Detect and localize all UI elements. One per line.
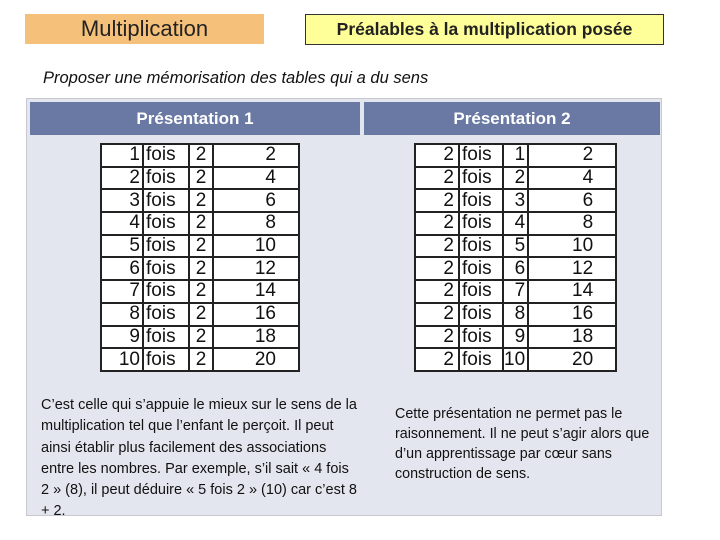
table-cell: 14 — [528, 280, 616, 303]
table-row — [415, 189, 616, 212]
table-row — [101, 326, 299, 349]
table-cell: 4 — [213, 167, 299, 190]
table-row — [415, 303, 616, 326]
table-cell: fois — [459, 167, 503, 190]
table-row — [415, 257, 616, 280]
table-cell: 3 — [503, 189, 528, 212]
table-cell: fois — [143, 189, 189, 212]
table-row — [415, 348, 616, 371]
table-cell: 2 — [189, 144, 213, 167]
table-cell: 4 — [101, 212, 143, 235]
table-cell: 2 — [503, 167, 528, 190]
table-cell: 12 — [213, 257, 299, 280]
table-cell: 2 — [415, 348, 459, 371]
table-row — [101, 144, 299, 167]
table-cell: 3 — [101, 189, 143, 212]
table-cell: 2 — [189, 326, 213, 349]
table-cell: 2 — [189, 235, 213, 258]
table-cell: 2 — [415, 257, 459, 280]
table-cell: 2 — [189, 348, 213, 371]
table-cell: 2 — [213, 144, 299, 167]
table-cell: 9 — [503, 326, 528, 349]
lesson-title: Préalables à la multiplication posée — [305, 14, 664, 45]
table-cell: 10 — [528, 235, 616, 258]
table-cell: 12 — [528, 257, 616, 280]
table-cell: fois — [459, 280, 503, 303]
presentation-2-header: Présentation 2 — [364, 102, 660, 135]
table-cell: 18 — [528, 326, 616, 349]
table-cell: 2 — [415, 303, 459, 326]
table-cell: fois — [459, 348, 503, 371]
table-cell: 7 — [503, 280, 528, 303]
table-cell: 2 — [415, 280, 459, 303]
table-cell: 1 — [101, 144, 143, 167]
table-row — [101, 348, 299, 371]
table-cell: 6 — [101, 257, 143, 280]
table-cell: 2 — [415, 167, 459, 190]
table-cell: 16 — [528, 303, 616, 326]
table-cell: fois — [143, 212, 189, 235]
table-cell: fois — [459, 326, 503, 349]
table-row — [101, 189, 299, 212]
table-cell: 2 — [189, 167, 213, 190]
table-cell: 10 — [503, 348, 528, 371]
table-cell: fois — [459, 144, 503, 167]
table-cell: 20 — [528, 348, 616, 371]
table-cell: 4 — [503, 212, 528, 235]
table-cell: fois — [143, 348, 189, 371]
table-cell: 8 — [101, 303, 143, 326]
table-cell: 16 — [213, 303, 299, 326]
table-cell: fois — [459, 189, 503, 212]
table-cell: 5 — [503, 235, 528, 258]
table-cell: 2 — [189, 257, 213, 280]
table-cell: fois — [143, 280, 189, 303]
table-cell: fois — [143, 257, 189, 280]
table-cell: 2 — [101, 167, 143, 190]
table-cell: 2 — [415, 326, 459, 349]
table-row — [101, 303, 299, 326]
table-cell: 2 — [189, 303, 213, 326]
table-cell: fois — [143, 167, 189, 190]
table-row — [415, 144, 616, 167]
table-cell: 2 — [415, 212, 459, 235]
table-cell: 6 — [528, 189, 616, 212]
table-cell: 10 — [213, 235, 299, 258]
multiplication-table-2 — [414, 143, 617, 372]
table-cell: 2 — [415, 144, 459, 167]
table-cell: 2 — [189, 189, 213, 212]
table-row — [101, 212, 299, 235]
table-cell: 8 — [213, 212, 299, 235]
table-cell: fois — [459, 303, 503, 326]
topic-label: Multiplication — [25, 14, 264, 44]
table-cell: 2 — [528, 144, 616, 167]
table-cell: 6 — [503, 257, 528, 280]
presentation-1-description: C’est celle qui s’appuie le mieux sur le sens de la multiplication tel que l’enfant le perçoit. Il peut ainsi établir plus facilement des associations entre les nombres. Par exemple, s’il sait « 4 fois 2 » (8), il peut déduire « 5 fois 2 » (10) car c’est 8 + 2. — [41, 397, 357, 520]
multiplication-table-1 — [100, 143, 300, 372]
table-row — [101, 280, 299, 303]
table-row — [415, 280, 616, 303]
table-cell: 2 — [189, 280, 213, 303]
presentation-2-description: Cette présentation ne permet pas le raisonnement. Il ne peut s’agir alors que d’un apprentissage par cœur sans construction de sens. — [395, 406, 650, 482]
table-row — [415, 212, 616, 235]
presentation-1-header: Présentation 1 — [30, 102, 360, 135]
table-row — [415, 235, 616, 258]
table-cell: 9 — [101, 326, 143, 349]
table-cell: 8 — [503, 303, 528, 326]
table-row — [101, 235, 299, 258]
comparison-panel — [26, 98, 662, 520]
table-row — [415, 167, 616, 190]
subtitle: Proposer une mémorisation des tables qui a du sens — [43, 69, 429, 87]
table-cell: 18 — [213, 326, 299, 349]
table-row — [101, 257, 299, 280]
table-cell: 2 — [189, 212, 213, 235]
table-row — [415, 326, 616, 349]
table-cell: 14 — [213, 280, 299, 303]
table-cell: fois — [143, 326, 189, 349]
table-cell: 20 — [213, 348, 299, 371]
table-cell: fois — [143, 303, 189, 326]
table-cell: 5 — [101, 235, 143, 258]
table-cell: 1 — [503, 144, 528, 167]
table-row — [101, 167, 299, 190]
table-cell: fois — [459, 235, 503, 258]
table-cell: 4 — [528, 167, 616, 190]
table-cell: fois — [143, 144, 189, 167]
table-cell: 6 — [213, 189, 299, 212]
table-cell: fois — [459, 212, 503, 235]
table-cell: 2 — [415, 189, 459, 212]
table-cell: 2 — [415, 235, 459, 258]
table-cell: 8 — [528, 212, 616, 235]
table-cell: 7 — [101, 280, 143, 303]
table-cell: 10 — [101, 348, 143, 371]
table-cell: fois — [143, 235, 189, 258]
table-cell: fois — [459, 257, 503, 280]
